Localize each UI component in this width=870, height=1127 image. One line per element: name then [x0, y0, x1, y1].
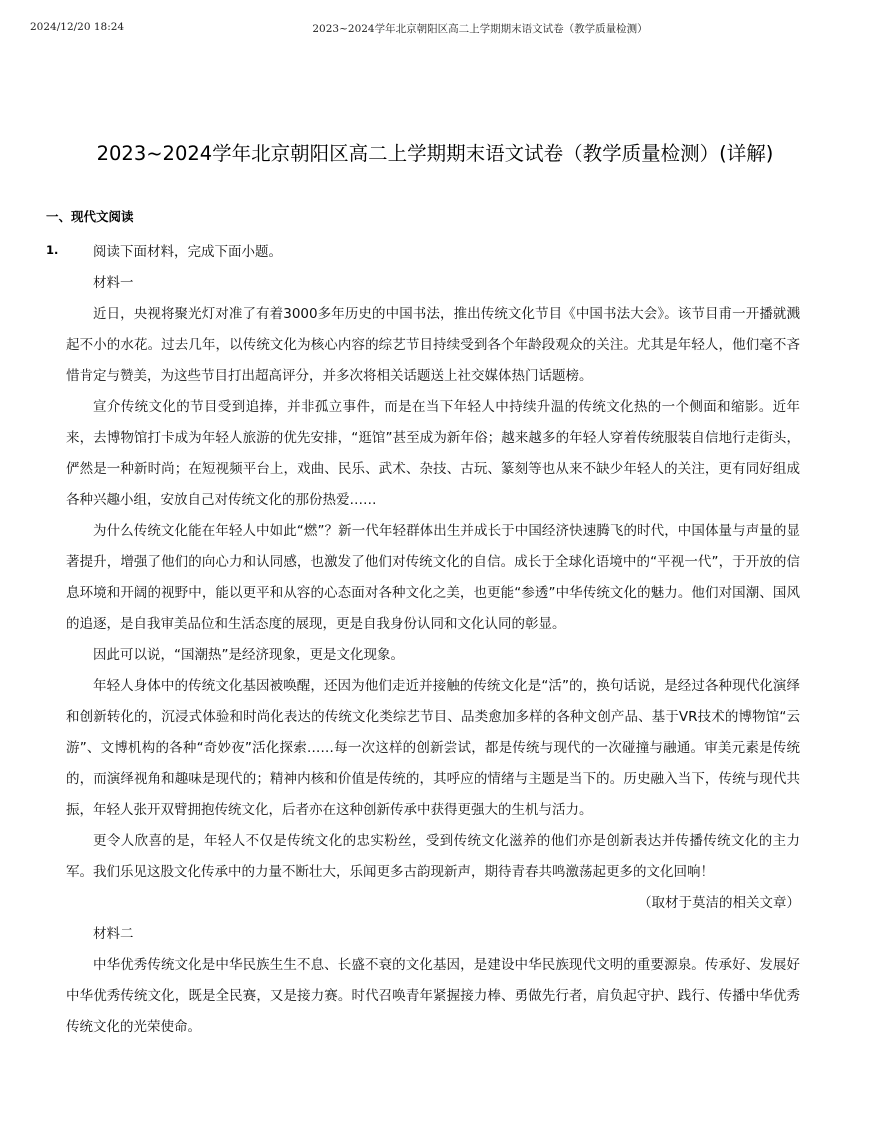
material-one-source: （取材于莫洁的相关文章） — [638, 895, 800, 911]
material-one-paragraph: 近日，央视将聚光灯对准了有着3000多年历史的中国书法，推出传统文化节目《中国书法大会》。该节目甫一开播就溅起不小的水花。过去几年，以传统文化为核心内容的综艺节目持续受到各个年龄段观众的关注。尤其是年轻人，他们毫不吝惜肯定与赞美，为这些节目打出超高评分，并多次将相关话题送上社交媒体热门话题榜。 — [66, 306, 800, 384]
question-instruction: 阅读下面材料，完成下面小题。 — [93, 244, 282, 260]
material-one-label: 材料一 — [93, 275, 134, 291]
question-content — [66, 237, 800, 1043]
material-two-paragraph: 中华优秀传统文化是中华民族生生不息、长盛不衰的文化基因，是建设中华民族现代文明的重要源泉。传承好、发展好中华优秀传统文化，既是全民赛，又是接力赛。时代召唤青年紧握接力棒、勇做先行者，肩负起守护、践行、传播中华优秀传统文化的光荣使命。 — [66, 957, 800, 1035]
material-one-paragraph: 年轻人身体中的传统文化基因被唤醒，还因为他们走近并接触的传统文化是“活”的，换句话说，是经过各种现代化演绎和创新转化的，沉浸式体验和时尚化表达的传统文化类综艺节目、品类愈加多样的各种文创产品、基于VR技术的博物馆“云游”、文博机构的各种“奇妙夜”活化探索……每一次这样的创新尝试，都是传统与现代的一次碰撞与融通。审美元素是传统的，而演绎视角和趣味是现代的；精神内核和价值是传统的，其呼应的情绪与主题是当下的。历史融入当下，传统与现代共振，年轻人张开双臂拥抱传统文化，后者亦在这种创新传承中获得更强大的生机与活力。 — [66, 678, 800, 818]
question-number: 1. — [46, 243, 59, 257]
material-one-paragraph: 更令人欣喜的是，年轻人不仅是传统文化的忠实粉丝，受到传统文化滋养的他们亦是创新表达并传播传统文化的主力军。我们乐见这股文化传承中的力量不断壮大，乐闻更多古韵现新声，期待青春共鸣激荡起更多的文化回响！ — [66, 833, 800, 880]
material-two-label: 材料二 — [93, 926, 134, 942]
material-one-paragraph: 宣介传统文化的节目受到追捧，并非孤立事件，而是在当下年轻人中持续升温的传统文化热的一个侧面和缩影。近年来，去博物馆打卡成为年轻人旅游的优先安排，“逛馆”甚至成为新年俗；越来越多的年轻人穿着传统服装自信地行走街头，俨然是一种新时尚；在短视频平台上，戏曲、民乐、武术、杂技、古玩、篆刻等也从来不缺少年轻人的关注，更有同好组成各种兴趣小组，安放自己对传统文化的那份热爱…… — [66, 399, 800, 508]
print-datetime: 2024/12/20 18:24 — [30, 21, 125, 33]
material-one-paragraph: 因此可以说，“国潮热”是经济现象，更是文化现象。 — [93, 647, 404, 663]
section-heading: 一、现代文阅读 — [46, 209, 134, 224]
running-header-title: 2023~2024学年北京朝阳区高二上学期期末语文试卷（教学质量检测） — [312, 23, 648, 35]
document-title: 2023~2024学年北京朝阳区高二上学期期末语文试卷（教学质量检测）(详解) — [96, 142, 774, 165]
material-one-paragraph: 为什么传统文化能在年轻人中如此“燃”？新一代年轻群体出生并成长于中国经济快速腾飞的时代，中国体量与声量的显著提升，增强了他们的向心力和认同感，也激发了他们对传统文化的自信。成长于全球化语境中的“平视一代”，于开放的信息环境和开阔的视野中，能以更平和从容的心态面对各种文化之美，也更能“参透”中华传统文化的魅力。他们对国潮、国风的追逐，是自我审美品位和生活态度的展现，更是自我身份认同和文化认同的彰显。 — [66, 523, 800, 632]
